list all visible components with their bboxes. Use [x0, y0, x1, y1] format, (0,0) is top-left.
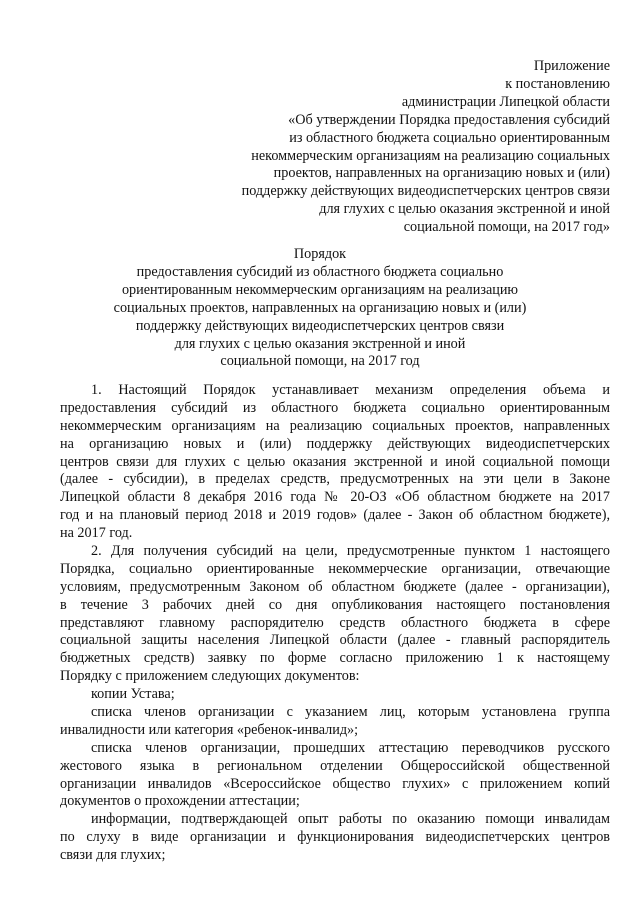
title-line: ориентированным некоммерческим организациям на реализацию: [121, 281, 519, 298]
body-line: связи для глухих;: [60, 847, 166, 864]
body-line: информации, подтверждающей опыт работы по оказанию помощи инвалидам: [91, 811, 610, 828]
body-line: социальной защиты населения Липецкой области (далее - главный распорядитель: [60, 632, 610, 649]
body-line: Порядку с приложением следующих документов:: [60, 668, 360, 685]
body-line: копии Устава;: [91, 686, 175, 703]
appendix-line: Приложение: [533, 58, 610, 74]
body-line: списка членов организации, прошедших аттестацию переводчиков русского: [91, 739, 610, 756]
body-line: жестового языка в региональном отделении Общероссийской общественной: [60, 757, 610, 774]
body-line: некоммерческим организациям на реализацию социальных проектов, направленных: [60, 417, 610, 434]
appendix-line: «Об утверждении Порядка предоставления субсидий: [288, 111, 610, 128]
appendix-line: поддержку действующих видеодиспетчерских центров связи: [241, 183, 610, 200]
appendix-line: к постановлению: [505, 75, 610, 92]
body-line: на 2017 год.: [60, 525, 133, 542]
document-title: [30, 246, 610, 371]
body-line: организации инвалидов «Всероссийское общество глухих» с приложением копий: [60, 775, 610, 792]
appendix-line: для глухих с целью оказания экстренной и иной: [319, 201, 610, 218]
body-line: год и на плановый период 2018 и 2019 годов» (далее - Закон об областном бюджете),: [60, 507, 610, 524]
appendix-line: проектов, направленных на организацию новых и (или): [273, 165, 610, 182]
body-line: условиям, предусмотренным Законом об областном бюджете (далее - организации),: [60, 578, 610, 595]
body-line: на организацию новых и (или) поддержку действующих видеодиспетчерских: [60, 435, 610, 452]
body-line: центров связи для глухих с целью оказания экстренной и иной социальной помощи: [60, 453, 610, 470]
body-line: представляют главному распорядителю средств областного бюджета в сфере: [60, 614, 610, 631]
body-line: документов о прохождении аттестации;: [60, 793, 300, 810]
body-line: инвалидности или категория «ребенок-инвалид»;: [60, 721, 359, 738]
body-line: 2. Для получения субсидий на цели, предусмотренные пунктом 1 настоящего: [91, 543, 610, 560]
appendix-line: социальной помощи, на 2017 год»: [403, 219, 610, 236]
body-line: бюджетных средств) заявку по форме согласно приложению 1 к настоящему: [60, 650, 610, 667]
appendix-line: некоммерческим организациям на реализацию социальных: [251, 147, 610, 164]
body-line: в течение 3 рабочих дней со дня опубликования настоящего постановления: [60, 596, 610, 613]
body-line: Липецкой области 8 декабря 2016 года № 20-ОЗ «Об областном бюджете на 2017: [60, 489, 610, 506]
title-line: Порядок: [293, 246, 347, 262]
body-line: (далее - субсидии), в пределах средств, предусмотренных на эти цели в Законе: [60, 471, 610, 488]
appendix-line: администрации Липецкой области: [401, 93, 610, 110]
document-body: [60, 382, 610, 865]
title-line: социальных проектов, направленных на организацию новых и (или): [113, 299, 527, 316]
title-line: предоставления субсидий из областного бюджета социально: [136, 263, 504, 280]
title-line: поддержку действующих видеодиспетчерских центров связи: [135, 317, 505, 334]
title-line: социальной помощи, на 2017 год: [220, 353, 420, 370]
appendix-header: [140, 58, 610, 237]
appendix-line: из областного бюджета социально ориентированным: [289, 129, 610, 146]
title-line: для глухих с целью оказания экстренной и иной: [174, 335, 466, 352]
body-line: предоставления субсидий из областного бюджета социально ориентированным: [60, 399, 610, 416]
body-line: по слуху в виде организации и функционирования видеодиспетчерских центров: [60, 829, 610, 846]
body-line: Порядка, социально ориентированные некоммерческие организации, отвечающие: [60, 560, 610, 577]
body-line: списка членов организации с указанием лиц, которым установлена группа: [91, 704, 610, 721]
body-line: 1. Настоящий Порядок устанавливает механизм определения объема и: [91, 382, 610, 398]
